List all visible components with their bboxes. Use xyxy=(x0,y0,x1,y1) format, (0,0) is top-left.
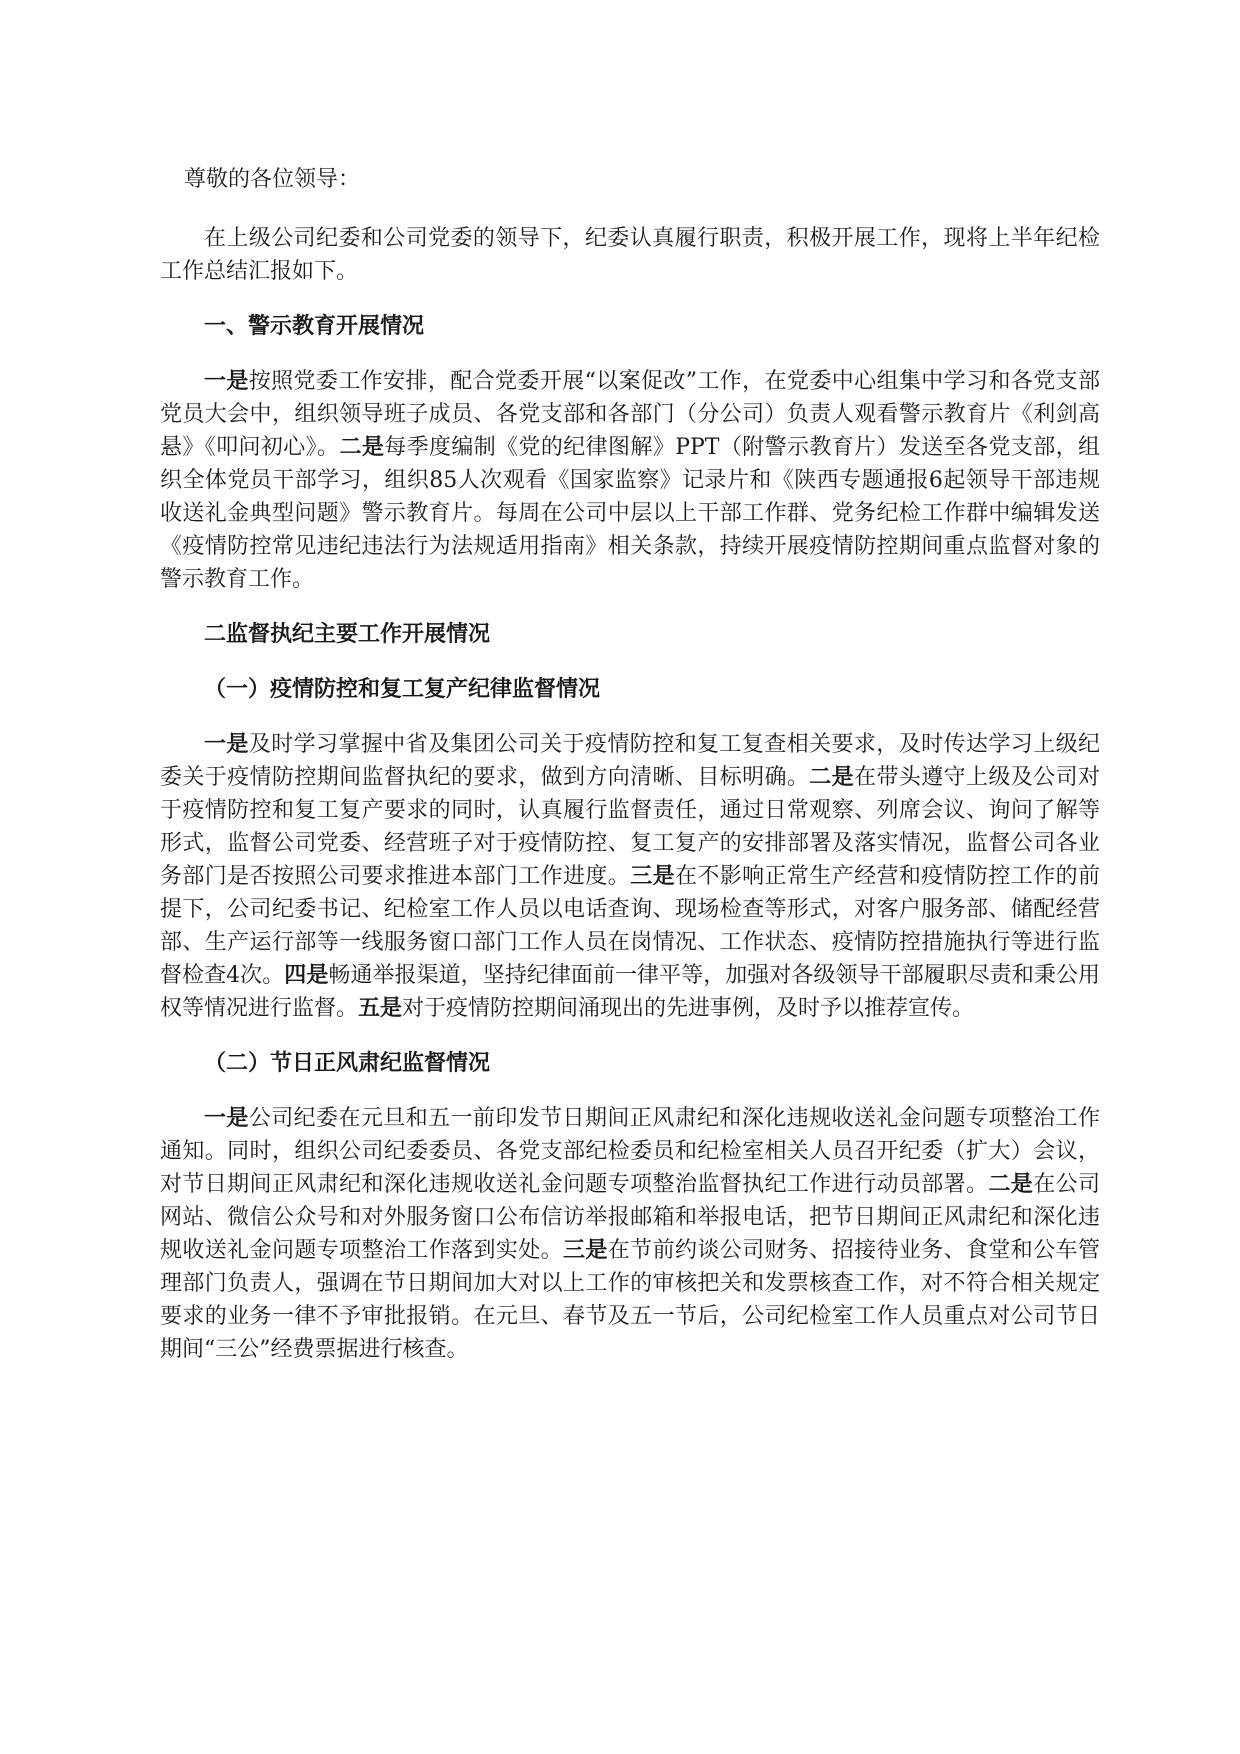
subsection-2-heading: （二）节日正风肃纪监督情况 xyxy=(204,1050,491,1076)
paragraph-text: 公司纪委在元旦和五一前印发节日期间正风肃纪和深化违规收送礼金问题专项整治工作通知。同时，组织公司纪委委员、各党支部纪检委员和纪检室相关人员召开纪委（扩大）会议，对节日期间正风肃纪和深化违规收送礼金问题专项整治监督执纪工作进行动员部署。 xyxy=(160,1106,1100,1197)
paragraph-text: 畅通举报渠道，坚持纪律面前一律平等，加强对各级领导干部履职尽责和秉公用权等情况进行监督。 xyxy=(160,963,1100,1021)
paragraph-text: 在公司网站、微信公众号和对外服务窗口公布信访举报邮箱和举报电话，把节日期间正风肃纪和深化违规收送礼金问题专项整治工作落到实处。 xyxy=(160,1172,1100,1263)
keyword: 一是 xyxy=(204,731,249,757)
section-2-heading: 二监督执纪主要工作开展情况 xyxy=(204,621,491,647)
keyword: 二是 xyxy=(339,434,385,460)
document-body xyxy=(160,160,1100,1388)
subsection-1-heading: （一）疫情防控和复工复产纪律监督情况 xyxy=(204,676,601,702)
paragraph-text: 在节前约谈公司财务、招接待业务、食堂和公车管理部门负责人，强调在节日期间加大对以上工作的审核把关和发票核查工作，对不符合相关规定要求的业务一律不予审批报销。在元旦、春节及五一节后，公司纪检室工作人员重点对公司节日期间“三公”经费票据进行核查。 xyxy=(160,1238,1100,1362)
subsection-1-paragraph xyxy=(160,728,1100,1025)
keyword: 二是 xyxy=(809,764,855,790)
keyword: 二是 xyxy=(988,1171,1034,1197)
section-1-heading: 一、警示教育开展情况 xyxy=(204,313,425,339)
paragraph-text: 对于疫情防控期间涌现出的先进事例，及时予以推荐宣传。 xyxy=(402,996,975,1021)
keyword: 一是 xyxy=(204,368,249,394)
paragraph-text: 及时学习掌握中省及集团公司关于疫情防控和复工复查相关要求，及时传达学习上级纪委关于疫情防控期间监督执纪的要求，做到方向清晰、目标明确。 xyxy=(160,732,1100,790)
paragraph-text: 在不影响正常生产经营和疫情防控工作的前提下，公司纪委书记、纪检室工作人员以电话查询、现场检查等形式，对客户服务部、储配经营部、生产运行部等一线服务窗口部门工作人员在岗情况、工作状态、疫情防控措施执行等进行监督检查4次。 xyxy=(160,864,1100,988)
paragraph-text: 按照党委工作安排，配合党委开展“以案促改”工作，在党委中心组集中学习和各党支部党员大会中，组织领导班子成员、各党支部和各部门（分公司）负责人观看警示教育片《利剑高悬》《叩问初心》。 xyxy=(160,369,1100,460)
keyword: 三是 xyxy=(630,863,675,889)
section-1-paragraph xyxy=(160,365,1100,596)
keyword: 四是 xyxy=(284,962,329,988)
keyword: 一是 xyxy=(204,1105,249,1131)
paragraph-text: 每季度编制《党的纪律图解》PPT（附警示教育片）发送至各党支部，组织全体党员干部学习，组织85人次观看《国家监察》记录片和《陕西专题通报6起领导干部违规收送礼金典型问题》警示教育片。每周在公司中层以上干部工作群、党务纪检工作群中编辑发送《疫情防控常见违纪违法行为法规适用指南》相关条款，持续开展疫情防控期间重点监督对象的警示教育工作。 xyxy=(160,435,1100,592)
intro-paragraph: 在上级公司纪委和公司党委的领导下，纪委认真履行职责，积极开展工作，现将上半年纪检工作总结汇报如下。 xyxy=(160,226,1100,284)
keyword: 五是 xyxy=(358,995,403,1021)
paragraph-text: 在带头遵守上级及公司对于疫情防控和复工复产要求的同时，认真履行监督责任，通过日常观察、列席会议、询问了解等形式，监督公司党委、经营班子对于疫情防控、复工复产的安排部署及落实情况，监督公司各业务部门是否按照公司要求推进本部门工作进度。 xyxy=(160,765,1100,889)
salutation: 尊敬的各位领导： xyxy=(184,167,361,192)
subsection-2-paragraph xyxy=(160,1102,1100,1366)
keyword: 三是 xyxy=(563,1237,608,1263)
